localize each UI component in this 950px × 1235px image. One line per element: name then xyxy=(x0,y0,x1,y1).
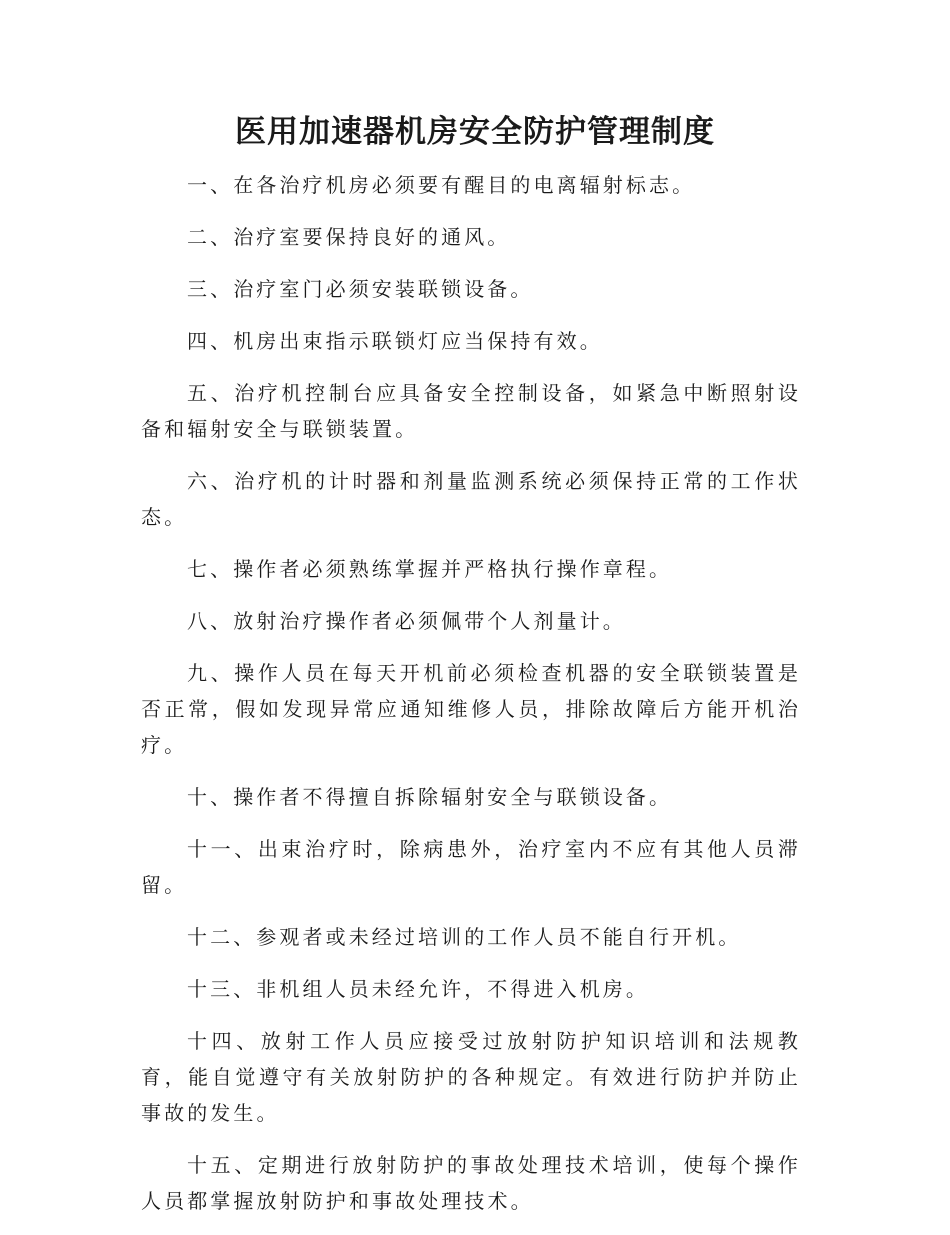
rule-item-3: 三、治疗室门必须安装联锁设备。 xyxy=(187,277,534,301)
rule-item-7: 七、操作者必须熟练掌握并严格执行操作章程。 xyxy=(187,557,673,581)
rule-item-9: 九、操作人员在每天开机前必须检查机器的安全联锁装置是否正常，假如发现异常应通知维修人员，排除故障后方能开机治疗。 xyxy=(141,661,801,757)
rule-item-6: 六、治疗机的计时器和剂量监测系统必须保持正常的工作状态。 xyxy=(141,469,801,529)
rule-item-12: 十二、参观者或未经过培训的工作人员不能自行开机。 xyxy=(187,925,742,949)
rule-item-8: 八、放射治疗操作者必须佩带个人剂量计。 xyxy=(187,609,626,633)
rule-item-1: 一、在各治疗机房必须要有醒目的电离辐射标志。 xyxy=(187,173,696,197)
rule-item-10: 十、操作者不得擅自拆除辐射安全与联锁设备。 xyxy=(187,785,673,809)
document-body xyxy=(141,167,801,1235)
document-title: 医用加速器机房安全防护管理制度 xyxy=(235,114,715,150)
rule-item-4: 四、机房出束指示联锁灯应当保持有效。 xyxy=(187,329,603,353)
rule-item-13: 十三、非机组人员未经允许，不得进入机房。 xyxy=(187,977,649,1001)
rule-item-11: 十一、出束治疗时，除病患外，治疗室内不应有其他人员滞留。 xyxy=(141,837,801,897)
rule-item-2: 二、治疗室要保持良好的通风。 xyxy=(187,225,511,249)
rule-item-14: 十四、放射工作人员应接受过放射防护知识培训和法规教育，能自觉遵守有关放射防护的各种规定。有效进行防护并防止事故的发生。 xyxy=(141,1029,801,1125)
rule-item-5: 五、治疗机控制台应具备安全控制设备，如紧急中断照射设备和辐射安全与联锁装置。 xyxy=(141,381,801,441)
rule-item-15: 十五、定期进行放射防护的事故处理技术培训，使每个操作人员都掌握放射防护和事故处理技术。 xyxy=(141,1153,801,1213)
